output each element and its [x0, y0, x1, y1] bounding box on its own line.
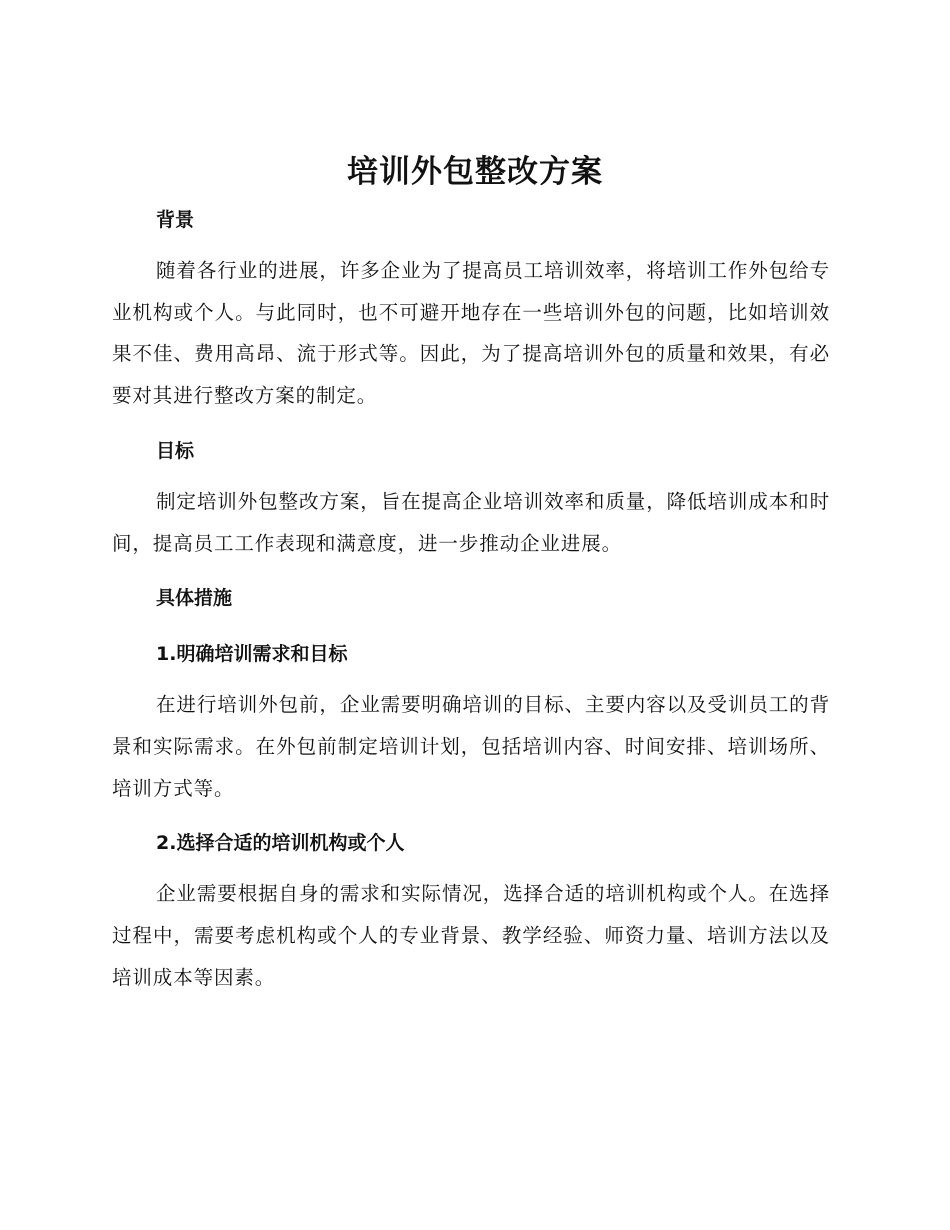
section-heading-measure-2: 2.选择合适的培训机构或个人	[156, 832, 405, 855]
section-paragraph-measure-1: 在进行培训外包前，企业需要明确培训的目标、主要内容以及受训员工的背景和实际需求。在外包前制定培训计划，包括培训内容、时间安排、培训场所、培训方式等。	[112, 693, 830, 800]
document-body	[112, 199, 830, 998]
section-paragraph-measure-2: 企业需要根据自身的需求和实际情况，选择合适的培训机构或个人。在选择过程中，需要考虑机构或个人的专业背景、教学经验、师资力量、培训方法以及培训成本等因素。	[112, 882, 830, 989]
section-heading-measure-1: 1.明确培训需求和目标	[156, 643, 348, 666]
section-paragraph-goal: 制定培训外包整改方案，旨在提高企业培训效率和质量，降低培训成本和时间，提高员工工作表现和满意度，进一步推动企业进展。	[112, 489, 830, 555]
section-heading-background: 背景	[156, 209, 195, 231]
document-title: 培训外包整改方案	[347, 154, 603, 190]
section-heading-measures: 具体措施	[156, 587, 233, 610]
section-heading-goal: 目标	[156, 439, 195, 462]
section-paragraph-background: 随着各行业的进展，许多企业为了提高员工培训效率，将培训工作外包给专业机构或个人。与此同时，也不可避开地存在一些培训外包的问题，比如培训效果不佳、费用高昂、流于形式等。因此，为了提高培训外包的质量和效果，有必要对其进行整改方案的制定。	[112, 259, 830, 408]
